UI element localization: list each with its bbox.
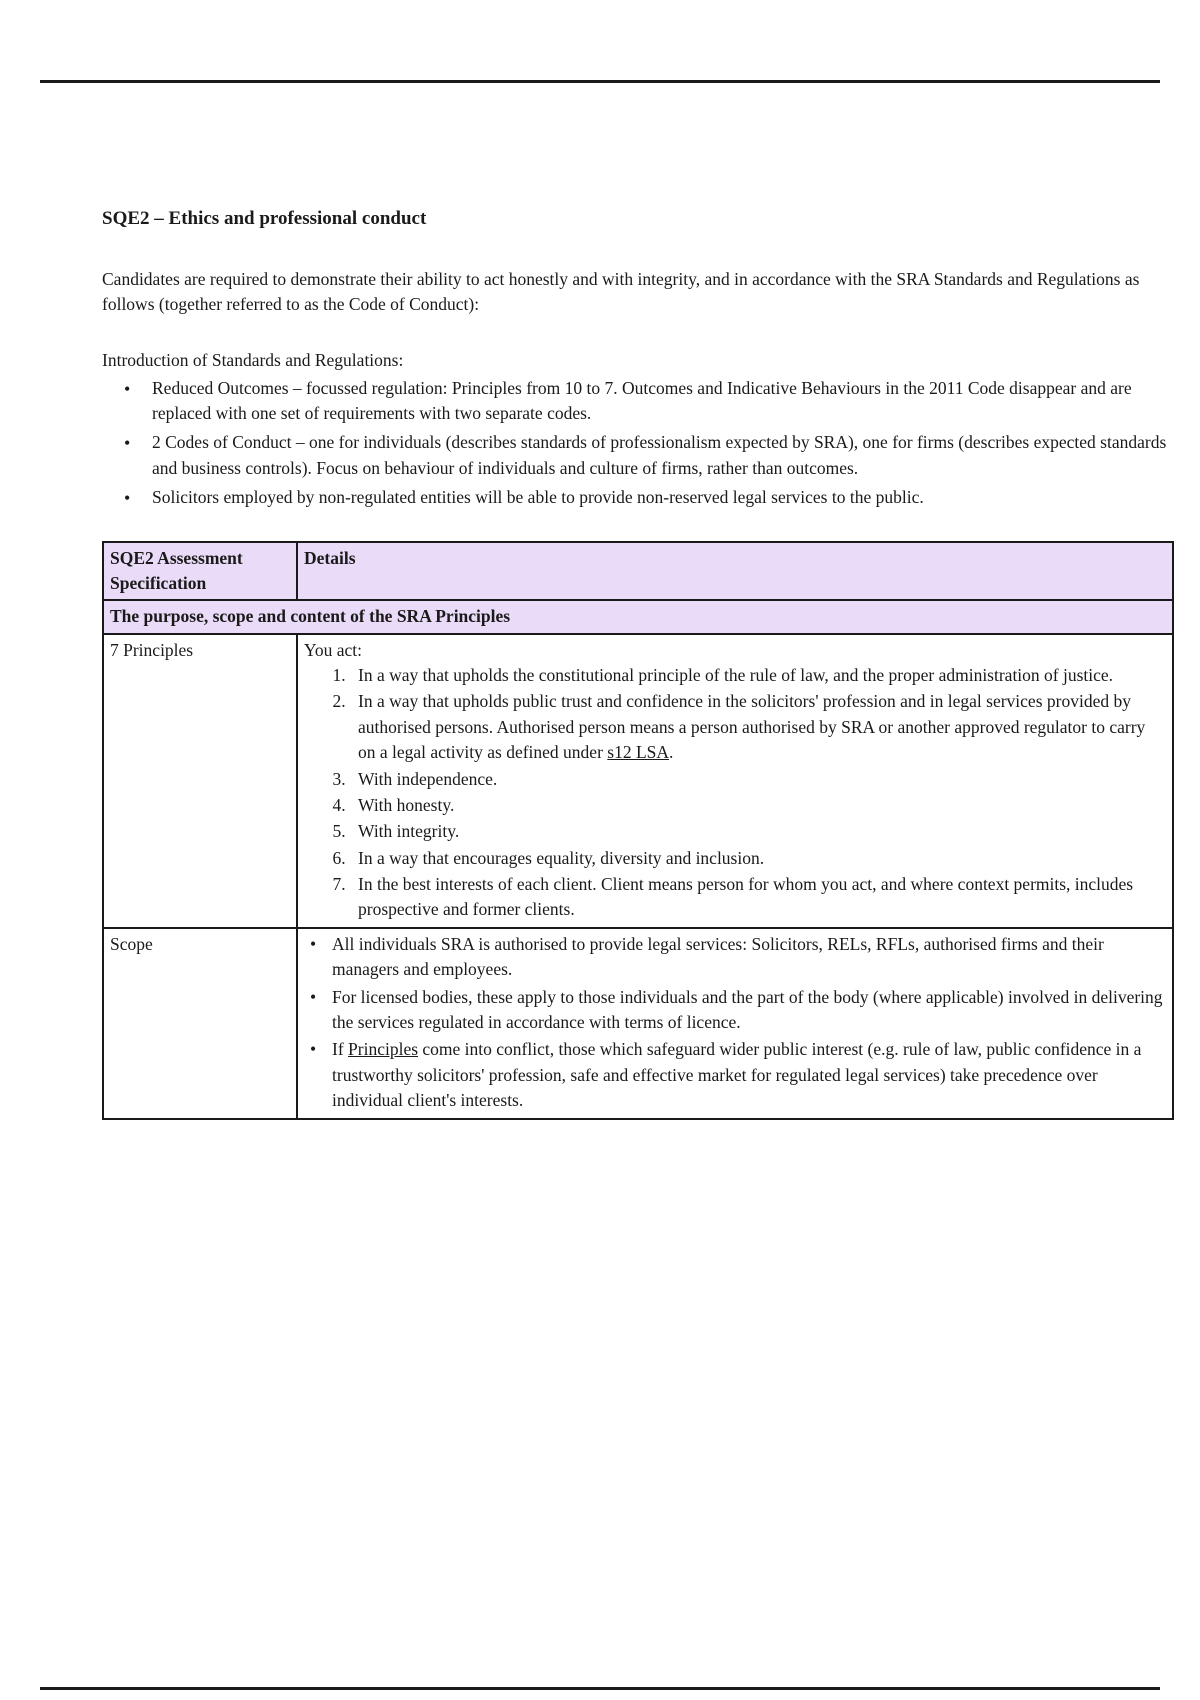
page-title: SQE2 – Ethics and professional conduct [102, 208, 427, 229]
list-item: • For licensed bodies, these apply to those individuals and the part of the body (where applicable) involved in delivering the services regulated in accordance with terms of licence. [332, 985, 1166, 1036]
scope-text-pre: If [332, 1039, 349, 1060]
principles-link[interactable]: Principles [348, 1039, 419, 1060]
bottom-rule [40, 1687, 1160, 1690]
list-item [332, 1037, 1166, 1113]
top-rule [40, 80, 1160, 83]
list-item [350, 689, 1166, 765]
list-item: 4. With honesty. [350, 793, 1166, 818]
principle-text: In a way that upholds public trust and confidence in the solicitors' profession and in legal services provided by authorised persons. Authorised person means a person authorised by SRA or another approved regulator to carry on a legal activity as defined under [358, 691, 1146, 763]
list-item: • All individuals SRA is authorised to provide legal services: Solicitors, RELs, RFLs, authorised firms and their managers and employees. [332, 932, 1166, 983]
table-row [103, 928, 1173, 1120]
list-item: 3. With independence. [350, 767, 1166, 792]
table-header-row [103, 542, 1173, 601]
document-body [102, 205, 1174, 1120]
list-item: 7. In the best interests of each client. Client means person for whom you act, and where context permits, includes prospective and former clients. [350, 872, 1166, 923]
list-item: • Solicitors employed by non-regulated entities will be able to provide non-reserved legal services to the public. [152, 485, 1174, 510]
s12-lsa-link[interactable]: s12 LSA [607, 742, 670, 763]
principles-label: 7 Principles [103, 634, 297, 928]
list-item: • Reduced Outcomes – focussed regulation: Principles from 10 to 7. Outcomes and Indicative Behaviours in the 2011 Code disappear and are replaced with one set of requirements with two separate codes. [152, 376, 1174, 427]
principles-details [297, 634, 1173, 928]
table-row [103, 634, 1173, 928]
specification-table [102, 541, 1174, 1121]
section-row [103, 600, 1173, 633]
principles-list [304, 663, 1166, 923]
header-details: Details [297, 542, 1173, 601]
standards-heading: Introduction of Standards and Regulations: [102, 350, 404, 371]
scope-details [297, 928, 1173, 1120]
list-item: 5. With integrity. [350, 819, 1166, 844]
principle-end: . [669, 742, 674, 763]
list-item: 6. In a way that encourages equality, diversity and inclusion. [350, 846, 1166, 871]
intro-paragraph: Candidates are required to demonstrate their ability to act honestly and with integrity, and in accordance with the SRA Standards and Regulations as follows (together referred to as the Code of Conduct): [102, 268, 1140, 314]
scope-label: Scope [103, 928, 297, 1120]
section-title: The purpose, scope and content of the SRA Principles [103, 600, 1173, 633]
scope-list [304, 932, 1166, 1114]
principles-intro: You act: [304, 639, 363, 660]
scope-text-post: come into conflict, those which safeguard wider public interest (e.g. rule of law, public confidence in a trustworthy solicitors' profession, safe and effective market for regulated legal services) take precedence over individual client's interests. [332, 1039, 1142, 1111]
standards-list [102, 376, 1174, 511]
list-item: 1. In a way that upholds the constitutional principle of the rule of law, and the proper administration of justice. [350, 663, 1166, 688]
header-spec: SQE2 Assessment Specification [103, 542, 297, 601]
list-item: • 2 Codes of Conduct – one for individuals (describes standards of professionalism expected by SRA), one for firms (describes expected standards and business controls). Focus on behaviour of individuals and culture of firms, rather than outcomes. [152, 430, 1174, 481]
